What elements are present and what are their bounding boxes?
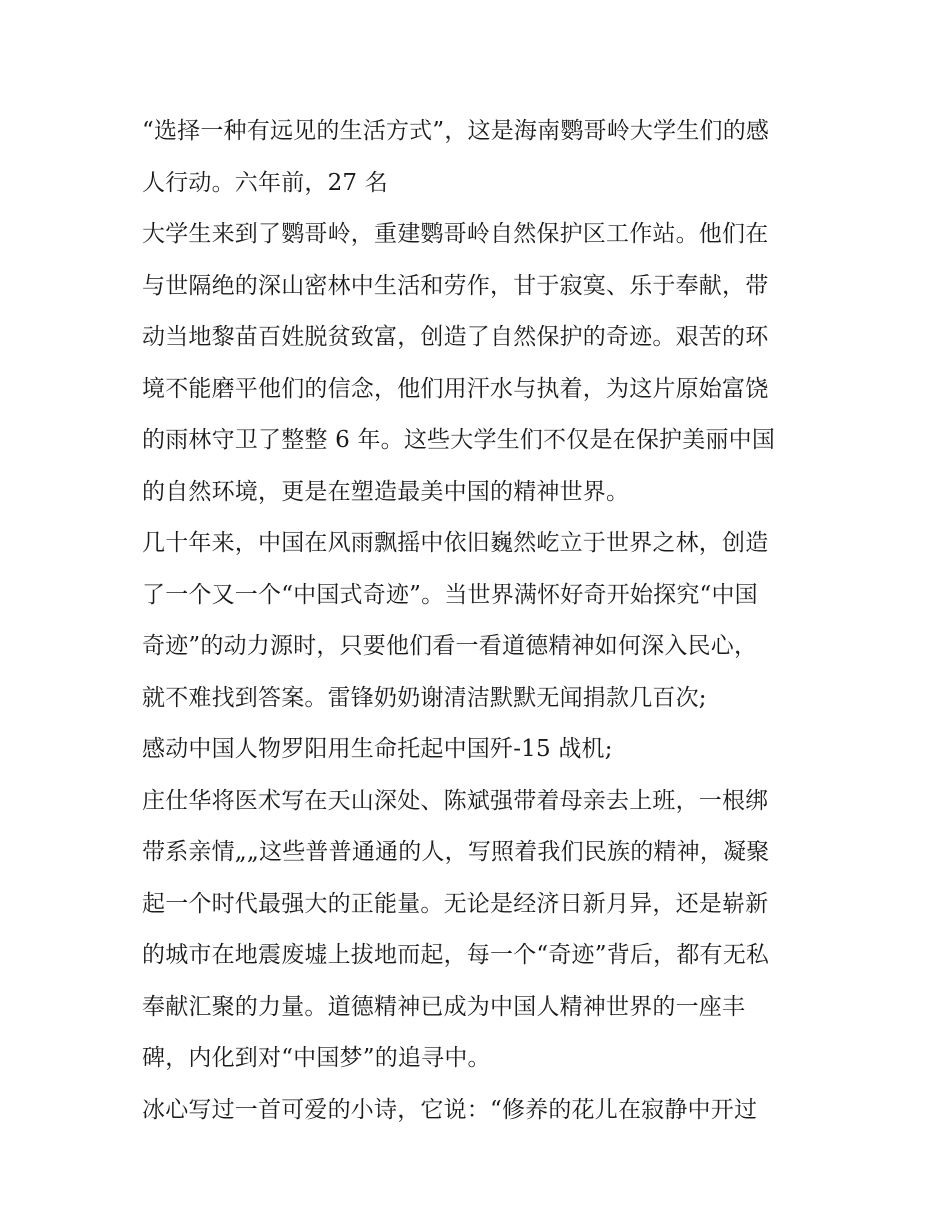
- text-line: 与世隔绝的深山密林中生活和劳作，甘于寂寞、乐于奉献，带: [142, 272, 769, 299]
- text-line: 碑，内化到对“中国梦”的追寻中。: [142, 1045, 491, 1071]
- text-line: 几十年来，中国在风雨飘摇中依旧巍然屹立于世界之林，创造: [142, 530, 769, 556]
- text-line: 动当地黎苗百姓脱贫致富，创造了自然保护的奇迹。艰苦的环: [142, 324, 769, 350]
- text-line: 带系亲情„„这些普普通通的人，写照着我们民族的精神，凝聚: [142, 839, 770, 865]
- text-line: 就不难找到答案。雷锋奶奶谢清洁默默无闻捐款几百次;: [142, 684, 707, 711]
- text-line: 奇迹”的动力源时，只要他们看一看道德精神如何深入民心，: [142, 633, 758, 659]
- text-line: 人行动。六年前，27 名: [142, 169, 388, 196]
- text-line: 起一个时代最强大的正能量。无论是经济日新月异，还是崭新: [142, 890, 769, 917]
- text-line: 境不能磨平他们的信念，他们用汗水与执着，为这片原始富饶: [142, 375, 769, 402]
- text-line: “选择一种有远见的生活方式”，这是海南鹦哥岭大学生们的感: [142, 118, 770, 144]
- text-line: 了一个又一个“中国式奇迹”。当世界满怀好奇开始探究“中国: [142, 581, 758, 608]
- text-line: 冰心写过一首可爱的小诗，它说：“修养的花儿在寂静中开过: [142, 1096, 758, 1123]
- text-line: 的雨林守卫了整整 6 年。这些大学生们不仅是在保护美丽中国: [142, 427, 776, 453]
- text-line: 大学生来到了鹦哥岭，重建鹦哥岭自然保护区工作站。他们在: [142, 221, 769, 247]
- document-body: [142, 106, 832, 1136]
- text-line: 庄仕华将医术写在天山深处、陈斌强带着母亲去上班，一根绑: [142, 787, 769, 814]
- text-line: 感动中国人物罗阳用生命托起中国歼-15 战机;: [142, 736, 613, 762]
- text-line: 的自然环境，更是在塑造最美中国的精神世界。: [142, 478, 630, 505]
- text-line: 奉献汇聚的力量。道德精神已成为中国人精神世界的一座丰: [142, 993, 746, 1020]
- text-line: 的城市在地震废墟上拔地而起，每一个“奇迹”背后，都有无私: [142, 942, 770, 968]
